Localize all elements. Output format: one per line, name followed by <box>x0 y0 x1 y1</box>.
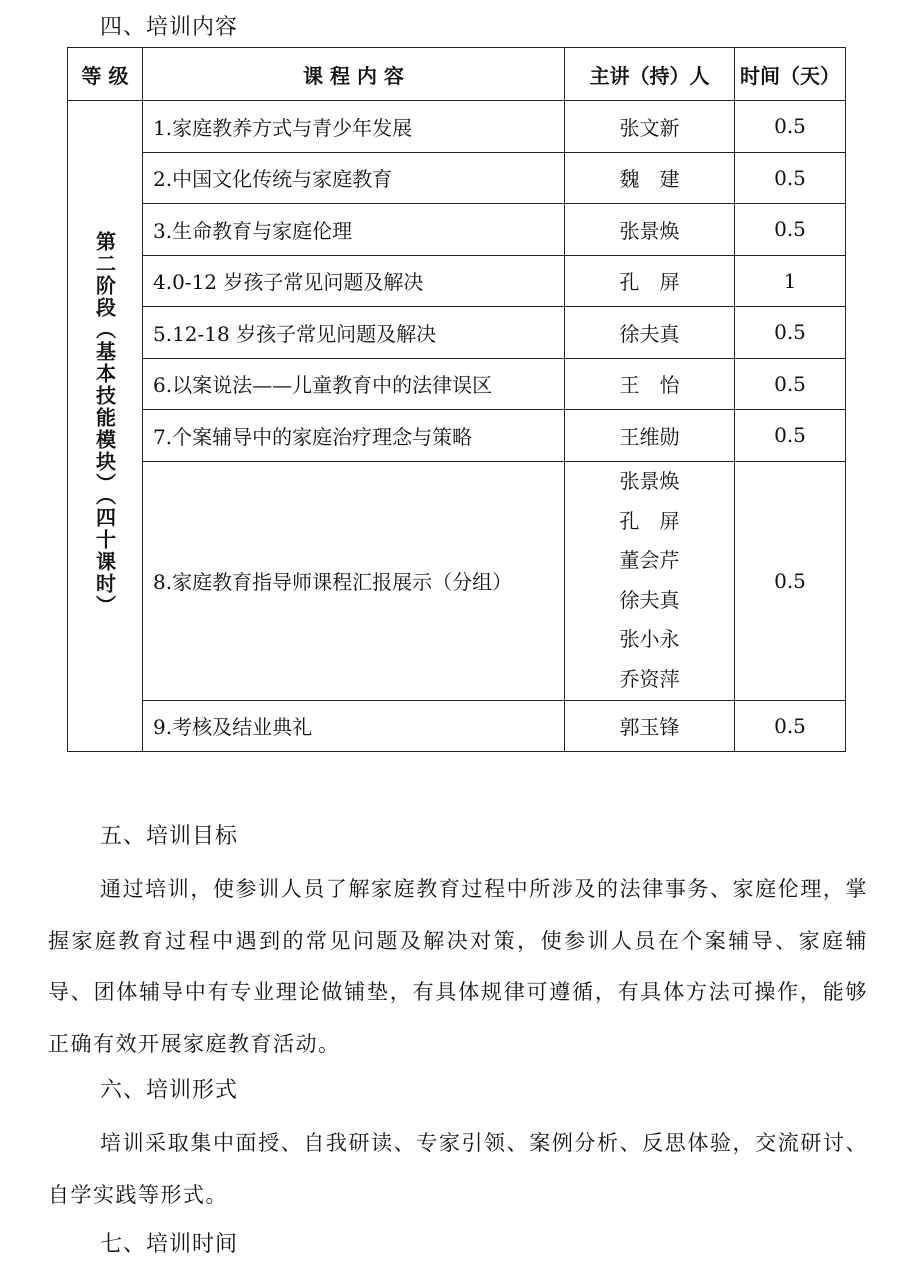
course-days: 0.5 <box>735 358 846 410</box>
table-row <box>68 101 846 153</box>
course-days: 1 <box>735 255 846 307</box>
speaker-name: 董会芹 <box>619 548 680 572</box>
header-content: 课 程 内 容 <box>143 48 565 101</box>
course-table <box>67 47 846 752</box>
speaker-name: 孔 屏 <box>619 508 680 533</box>
table-header-row <box>68 48 846 101</box>
section-heading-goal: 五、培训目标 <box>100 824 239 849</box>
course-speaker: 孔 屏 <box>565 255 735 307</box>
course-days: 0.5 <box>735 307 846 359</box>
course-speaker: 王维勋 <box>565 410 735 462</box>
level-label: 第二阶段（基本技能模块）（四十课时） <box>92 230 117 617</box>
course-content: 9.考核及结业典礼 <box>143 700 565 752</box>
course-content: 7.个案辅导中的家庭治疗理念与策略 <box>143 410 565 462</box>
course-content: 2.中国文化传统与家庭教育 <box>143 152 565 204</box>
course-speaker: 郭玉锋 <box>565 700 735 752</box>
course-content: 1.家庭教养方式与青少年发展 <box>143 101 565 153</box>
course-speaker-list <box>565 461 735 700</box>
section-heading-form: 六、培训形式 <box>100 1078 239 1103</box>
course-days: 0.5 <box>735 204 846 256</box>
header-days: 时间（天） <box>735 48 846 101</box>
course-days: 0.5 <box>735 152 846 204</box>
table-row <box>68 255 846 307</box>
course-speaker: 王 怡 <box>565 358 735 410</box>
course-content: 6.以案说法——儿童教育中的法律误区 <box>143 358 565 410</box>
course-content: 4.0-12 岁孩子常见问题及解决 <box>143 255 565 307</box>
speaker-name: 徐夫真 <box>619 587 680 612</box>
table-row <box>68 700 846 752</box>
table-row <box>68 204 846 256</box>
speaker-name: 乔资萍 <box>619 666 680 691</box>
goal-paragraph: 通过培训，使参训人员了解家庭教育过程中所涉及的法律事务、家庭伦理，掌握家庭教育过程中遇到的常见问题及解决对策，使参训人员在个案辅导、家庭辅导、团体辅导中有专业理论做铺垫，有具体规律可遵循，有具体方法可操作，能够正确有效开展家庭教育活动。 <box>48 877 868 1056</box>
level-cell <box>68 101 143 752</box>
form-paragraph: 培训采取集中面授、自我研读、专家引领、案例分析、反思体验，交流研讨、自学实践等形式。 <box>48 1131 868 1207</box>
course-speaker: 张文新 <box>565 101 735 153</box>
course-speaker: 魏 建 <box>565 152 735 204</box>
course-days: 0.5 <box>735 700 846 752</box>
course-days: 0.5 <box>735 101 846 153</box>
section-heading-content: 四、培训内容 <box>100 15 239 40</box>
table-row <box>68 307 846 359</box>
table-row <box>68 152 846 204</box>
course-content: 3.生命教育与家庭伦理 <box>143 204 565 256</box>
course-speaker: 徐夫真 <box>565 307 735 359</box>
section-heading-time: 七、培训时间 <box>100 1232 239 1257</box>
table-row <box>68 461 846 700</box>
speaker-name: 张景焕 <box>619 469 680 493</box>
table-row <box>68 410 846 462</box>
header-speaker: 主讲（持）人 <box>565 48 735 101</box>
course-speaker: 张景焕 <box>565 204 735 256</box>
table-row <box>68 358 846 410</box>
course-days: 0.5 <box>735 461 846 700</box>
course-days: 0.5 <box>735 410 846 462</box>
header-level: 等 级 <box>68 48 143 101</box>
course-content: 8.家庭教育指导师课程汇报展示（分组） <box>143 461 565 700</box>
speaker-name: 张小永 <box>619 627 680 651</box>
course-content: 5.12-18 岁孩子常见问题及解决 <box>143 307 565 359</box>
